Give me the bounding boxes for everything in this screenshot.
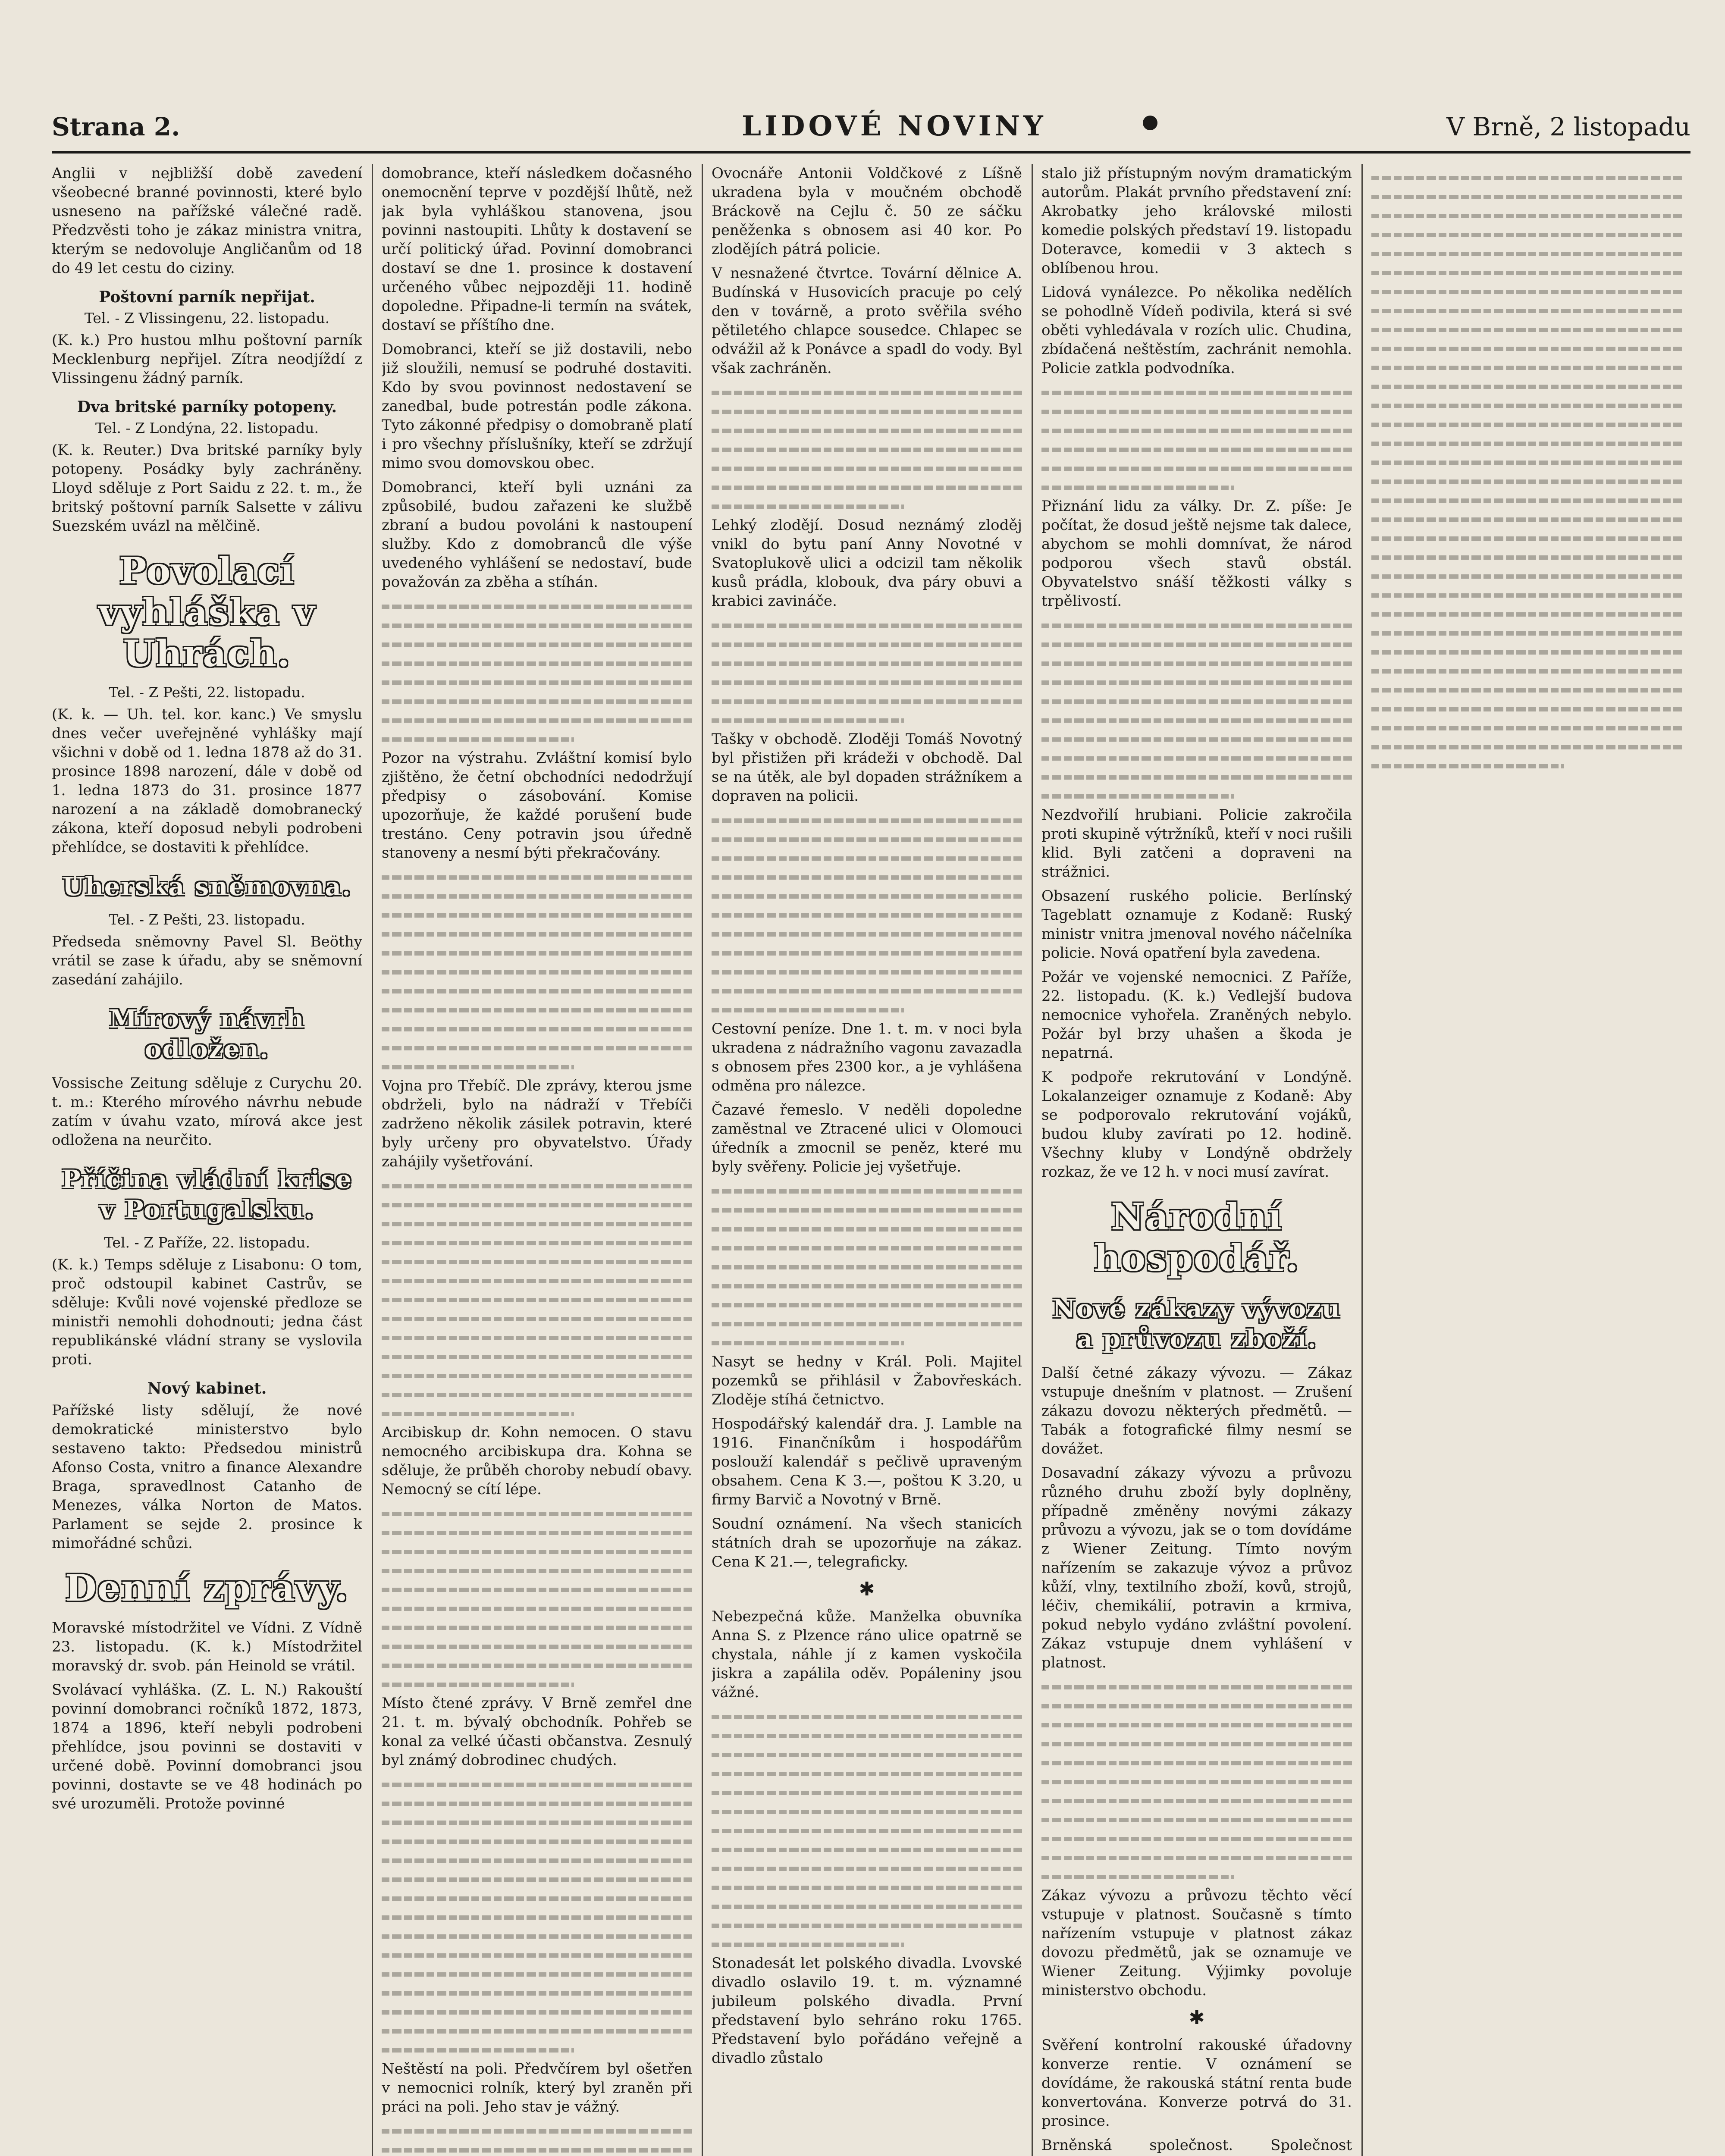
illegible-text-block	[712, 1707, 1022, 1954]
article-text: Brněnská společnost. Společnost	[1041, 2137, 1352, 2154]
article-dateline: Tel. - Z Paříže, 22. listopadu.	[104, 1234, 310, 1251]
article-text: Svolávací vyhláška. (Z. L. N.) Rakouští povinní domobranci ročníků 1872, 1873, 1874 a 1896, kteří nebyli podrobeni přehlídce, jsou povinni se dostaviti v určené době. Povinní domobranci jsou povinni, dostavte se ve 48 hodinách po své urozuměli. Protože povinné	[52, 1681, 362, 1812]
article-text: Místo čtené zprávy. V Brně zemřel dne 21. t. m. bývalý obchodník. Pohřeb se konal za velké účasti občanstva. Zesnulý byl známý dobrodinec chudých.	[382, 1695, 692, 1769]
section-headline: Denní zprávy.	[65, 1567, 349, 1609]
article-text: (K. k. — Uh. tel. kor. kanc.) Ve smyslu dnes večer uveřejněné vyhlášky mají všichni v době od 1. ledna 1878 až do 31. prosince 1898 narození, dále v době od 1. ledna 1873 do 31. prosince 1877 narození a na základě domobranecký zákona, kteří doposud nebyli podrobeni přehlídce, se dostaviti k přehlídce.	[52, 706, 362, 856]
section-headline: Příčina vládní krise v Portugalsku.	[61, 1165, 353, 1224]
separator-star-icon: ✱	[1189, 2007, 1205, 2029]
article-text: Nasyt se hedny v Král. Poli. Majitel pozemků se přihlásil v Žabovřeskách. Zloděje stíhá četnictvo.	[712, 1353, 1022, 1408]
article-text: Moravské místodržitel ve Vídni. Z Vídně 23. listopadu. (K. k.) Místodržitel moravský dr. svob. pán Heinold se vrátil.	[52, 1619, 362, 1674]
article-text: Lehký zlodějí. Dosud neznámý zloděj vnikl do bytu paní Anny Novotné v Svatoplukově ulici a odcizil tam několik kusů prádla, klobouk, dva páry obuvi a krabici zavináče.	[712, 517, 1022, 610]
article-columns	[52, 164, 1699, 2156]
article-text: (K. k.) Pro hustou mlhu poštovní parník Mecklenburg nepřijel. Zítra neodjíždí z Vlissingenu žádný parník.	[52, 332, 362, 387]
article-text: Předseda sněmovny Pavel Sl. Beöthy vrátil se zase k úřadu, aby se sněmovní zasedání zahájilo.	[52, 933, 362, 988]
illegible-text-block	[712, 1181, 1022, 1352]
article-text: Stonadesát let polského divadla. Lvovské divadlo oslavilo 19. t. m. významné jubileum polského divadla. První představení bylo sehráno roku 1765. Představení bylo pořádáno veřejně a divadlo zůstalo	[712, 1955, 1022, 2067]
newspaper-title: LIDOVÉ NOVINY	[742, 110, 1047, 142]
article-text: Nezdvořilí hrubiani. Policie zakročila proti skupině výtržníků, kteří v noci rušili klid. Byli zatčeni a dopraveni na strážnici.	[1041, 806, 1352, 881]
article-text: Soudní oznámení. Na všech stanicích státních drah se upozorňuje na zákaz. Cena K 21.—, telegraficky.	[712, 1515, 1022, 1570]
column-rule	[702, 164, 703, 2156]
article-dateline: Tel. - Z Pešti, 22. listopadu.	[109, 684, 305, 701]
section-headline: Uherská sněmovna.	[62, 872, 352, 901]
illegible-text-block	[1041, 616, 1352, 805]
section-headline: Mírový návrh odložen.	[109, 1004, 305, 1064]
article-text: Domobranci, kteří se již dostavili, nebo již sloužili, nemusí se podruhé dostaviti. Kdo by svou povinnost nedostavení se zanedbal, bude potrestán podle zákona. Tyto zákonné předpisy o domobraně platí i pro všechny příslušníky, kteří se zdržují mimo svou domovskou obec.	[382, 341, 692, 472]
page-number: Strana 2.	[52, 112, 180, 141]
section-headline: Povolací vyhláška v Uhrách.	[98, 549, 316, 675]
column-5	[1371, 164, 1682, 2156]
illegible-text-block	[712, 616, 1022, 730]
article-headline: Dva britské parníky potopeny.	[77, 398, 337, 416]
separator-star-icon: ✱	[859, 1578, 875, 1600]
article-text: Tašky v obchodě. Zloději Tomáš Novotný byl přistižen při krádeži v obchodě. Dal se na útěk, ale byl dopaden strážníkem a dopraven na policii.	[712, 730, 1022, 805]
article-text: Arcibiskup dr. Kohn nemocen. O stavu nemocného arcibiskupa dra. Kohna se sděluje, že průběh choroby nebudí obavy. Nemocný se cítí lépe.	[382, 1424, 692, 1498]
illegible-text-block	[1041, 383, 1352, 497]
article-text: Dosavadní zákazy vývozu a průvozu různého druhu zboží byly doplněny, případně změněny novými zákazy průvozu a vývozu, jak se o tom dovídáme z Wiener Zeitung. Tímto novým nařízením se zakazuje vývoz a průvoz kůží, vlny, textilního zboží, kovů, strojů, léčiv, chemikálií, potravin a krmiva, pokud nebylo vydáno zvláštní povolení. Zákaz vstupuje dnem vyhlášení v platnost.	[1041, 1464, 1352, 1671]
article-text: Neštěstí na poli. Předvčírem byl ošetřen v nemocnici rolník, který byl zraněn při práci na poli. Jeho stav je vážný.	[382, 2060, 692, 2115]
article-text: V nesnažené čtvrtce. Tovární dělnice A. Budínská v Husovicích pracuje po celý den v továrně, a proto svěřila svého pětiletého chlapce sousedce. Chlapec se odvážil až k Ponávce a spadl do vody. Byl však zachráněn.	[712, 265, 1022, 377]
column-rule	[1032, 164, 1033, 2156]
article-text: Anglii v nejbližší době zavedení všeobecné branné povinnosti, které bylo usneseno na pařížské válečné radě. Předzvěsti toho je zákaz ministra vnitra, kterým se nedovoluje Angličanům od 18 do 49 let cestu do ciziny.	[52, 165, 362, 277]
article-text: Ovocnáře Antonii Voldčkové z Líšně ukradena byla v moučném obchodě Bráckově na Cejlu č. 50 ze sáčku peněženka s obnosem asi 40 kor. Po zlodějích pátrá policie.	[712, 165, 1022, 258]
illegible-text-block	[712, 383, 1022, 516]
illegible-text-block	[382, 1504, 692, 1694]
article-text: Nebezpečná kůže. Manželka obuvníka Anna S. z Plzence ráno ulice opatrně se chystala, náhle jí z kamen vyskočila jiskra a zapálila oděv. Popáleniny jsou vážné.	[712, 1608, 1022, 1701]
article-text: Lidová vynálezce. Po několika nedělích se pohodlně Vídeň podivila, která si své oběti vyhledávala v rozích ulic. Chudina, zbídačená neštěstím, zachránit nemohla. Policie zatkla podvodníka.	[1041, 284, 1352, 377]
masthead	[52, 103, 1690, 154]
article-text: (K. k.) Temps sděluje z Lisabonu: O tom, proč odstoupil kabinet Castrův, se sděluje: Kvůli nové vojenské předloze se ministři nemohli dohodnouti; jedna část republikánské vládní strany se vyslovila proti.	[52, 1256, 362, 1368]
article-text: stalo již přístupným novým dramatickým autorům. Plakát prvního představení zní: Akrobatky jeho královské milosti komedie polských představí 19. listopadu Doteravce, komedii v 3 aktech s oblíbenou hrou.	[1041, 165, 1352, 277]
article-text: Obsazení ruského policie. Berlínský Tageblatt oznamuje z Kodaně: Ruský ministr vnitra jmenoval nového náčelníka policie. Nová opatření byla zavedena.	[1041, 887, 1352, 962]
column-2	[382, 164, 692, 2156]
article-text: Přiznání lidu za války. Dr. Z. píše: Je počítat, že dosud ještě nejsme tak dalece, abychom se mohli domnívat, že národ podporou všech stavů obstál. Obyvatelstvo snáší těžkosti války s trpělivostí.	[1041, 498, 1352, 610]
dateline-header: V Brně, 2 listopadu	[1446, 112, 1690, 141]
illegible-text-block	[382, 1176, 692, 1423]
article-text: Hospodářský kalendář dra. J. Lamble na 1916. Finančníkům i hospodářům poslouží kalendář s pečlivě upraveným obsahem. Cena K 3.—, poštou K 3.20, u firmy Barvič a Novotný v Brně.	[712, 1415, 1022, 1508]
article-text: Požár ve vojenské nemocnici. Z Paříže, 22. listopadu. (K. k.) Vedlejší budova nemocnice vyhořela. Zraněných nebylo. Požár byl brzy uhašen a škoda je nepatrná.	[1041, 968, 1352, 1062]
illegible-text-block	[382, 1775, 692, 2059]
article-text: Zákaz vývozu a průvozu těchto věcí vstupuje v platnost. Současně s tímto nařízením vstupuje v platnost zákaz dovozu předmětů, jak se oznamuje ve Wiener Zeitung. Výjimky povoluje ministerstvo obchodu.	[1041, 1887, 1352, 1999]
article-text: Svěření kontrolní rakouské úřadovny konverze rentie. V oznámení se dovídáme, že rakouská státní renta bude konvertována. Konverze potrvá do 31. prosince.	[1041, 2037, 1352, 2130]
article-headline: Nový kabinet.	[147, 1379, 267, 1398]
column-3	[712, 164, 1022, 2156]
article-text: Čazavé řemeslo. V neděli dopoledne zaměstnal ve Ztracené ulici v Olomouci úředník a zmocnil se peněz, které mu byly svěřeny. Policie jej vyšetřuje.	[712, 1101, 1022, 1175]
section-headline: Národní hospodář.	[1094, 1195, 1300, 1279]
article-text: Domobranci, kteří byli uznáni za způsobilé, budou zařazeni ke službě zbraní a budou povoláni k nastoupení služby. Kdo z domobranců dle výše uvedeného vyhlášení se nedostaví, bude považován za zběha a stíhán.	[382, 479, 692, 591]
article-text: (K. k. Reuter.) Dva britské parníky byly potopeny. Posádky byly zachráněny. Lloyd sděluje z Port Saidu z 22. t. m., že britský poštovní parník Salsette v zálivu Suezském uvázl na mělčině.	[52, 442, 362, 535]
illegible-text-block	[1041, 1677, 1352, 1886]
illegible-text-block	[382, 868, 692, 1076]
column-rule	[372, 164, 373, 2156]
article-text: Vossische Zeitung sděluje z Curychu 20. t. m.: Kterého mírového návrhu nebude zatím v úvahu vzato, mírová akce jest odložena na neurčito.	[52, 1075, 362, 1149]
article-lead: Další četné zákazy vývozu. — Zákaz vstupuje dnešním v platnost. — Zrušení zákazu dovozu některých předmětů. — Tabák a fotografické filmy nesmí se dovážet.	[1041, 1364, 1352, 1457]
article-dateline: Tel. - Z Londýna, 22. listopadu.	[95, 420, 319, 436]
article-headline: Poštovní parník nepřijat.	[99, 288, 315, 306]
column-rule	[1361, 164, 1363, 2156]
illegible-text-block	[1371, 168, 1682, 775]
article-dateline: Tel. - Z Pešti, 23. listopadu.	[109, 911, 305, 928]
article-text: domobrance, kteří následkem dočasného onemocnění teprve v pozdější lhůtě, než jak byla vyhláškou stanovena, jsou povinni nastoupiti. Lhůty k dostavení se určí politický úřad. Povinní domobranci dostaví se dne 1. prosince k dostavení určeného vůbec nejpozději 11. hodině dopoledne. Připadne-li termín na svátek, dostaví se příštího dne.	[382, 165, 692, 334]
ornament-dot-icon	[1143, 116, 1157, 130]
column-1	[52, 164, 362, 2156]
article-text: Pozor na výstrahu. Zvláštní komisí bylo zjištěno, že četní obchodníci nedodržují předpisy o zásobování. Komise upozorňuje, že každé porušení bude trestáno. Ceny potravin jsou úředně stanoveny a nesmí býti překračovány.	[382, 749, 692, 862]
illegible-text-block	[382, 2122, 692, 2156]
article-text: K podpoře rekrutování v Londýně. Lokalanzeiger oznamuje z Kodaně: Aby se podporovalo rekrutování vojáků, budou kluby zavírati po 12. hodině. Všechny kluby v Londýně obdržely rozkaz, že ve 12 h. v noci musí zavírat.	[1041, 1069, 1352, 1181]
article-text: Cestovní peníze. Dne 1. t. m. v noci byla ukradena z nádražního vagonu zavazadla s obnosem přes 2300 kor., a je vyhlášena odměna pro nálezce.	[712, 1020, 1022, 1094]
article-text: Pařížské listy sdělují, že nové demokratické ministerstvo bylo sestaveno takto: Předsedou ministrů Afonso Costa, vnitro a finance Alexandre Braga, spravedlnost Catanho de Menezes, válka Norton de Matos. Parlament se sejde 2. prosince k mimořádné schůzi.	[52, 1402, 362, 1552]
illegible-text-block	[382, 597, 692, 749]
illegible-text-block	[712, 811, 1022, 1019]
article-dateline: Tel. - Z Vlissingenu, 22. listopadu.	[84, 310, 330, 326]
section-subheadline: Nové zákazy vývozu a průvozu zboží.	[1052, 1294, 1341, 1354]
article-text: Vojna pro Třebíč. Dle zprávy, kterou jsme obdrželi, bylo na nádraží v Třebíči zadrženo několik zásilek potravin, které byly určeny pro obyvatelstvo. Úřady zahájily vyšetřování.	[382, 1077, 692, 1170]
column-4	[1041, 164, 1352, 2156]
